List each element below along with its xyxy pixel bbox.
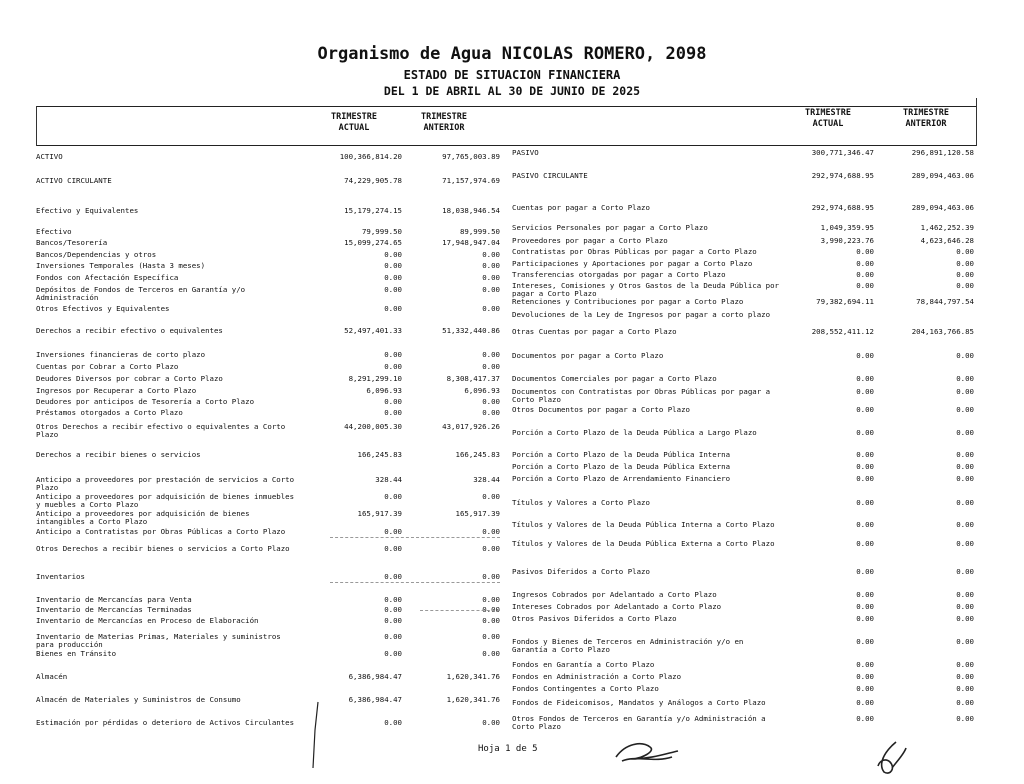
previous-quarter-value: 0.00	[482, 616, 500, 625]
previous-quarter-value: 1,462,252.39	[920, 223, 974, 232]
previous-quarter-value: 51,332,440.86	[442, 326, 500, 335]
previous-quarter-value: 0.00	[956, 405, 974, 414]
previous-quarter-value: 0.00	[956, 567, 974, 576]
previous-quarter-value: 0.00	[956, 590, 974, 599]
previous-quarter-value: 0.00	[482, 605, 500, 614]
current-quarter-value: 0.00	[856, 660, 874, 669]
row-label: Deudores por anticipos de Tesorería a Corto Plazo	[36, 397, 255, 406]
current-quarter-value: 208,552,411.12	[811, 327, 874, 336]
previous-quarter-value: 0.00	[956, 387, 974, 396]
report-period: DEL 1 DE ABRIL AL 30 DE JUNIO DE 2025	[383, 84, 641, 98]
scan-mark	[330, 537, 500, 539]
previous-quarter-value: 328.44	[473, 475, 500, 484]
row-label: Cuentas por pagar a Corto Plazo	[512, 203, 650, 212]
row-label: Fondos de Fideicomisos, Mandatos y Análogos a Corto Plazo	[512, 698, 766, 707]
row-label: Títulos y Valores a Corto Plazo	[512, 498, 650, 507]
previous-quarter-value: 0.00	[956, 450, 974, 459]
row-label: Inventario de Mercancías en Proceso de Elaboración	[36, 616, 259, 625]
previous-quarter-value: 0.00	[956, 714, 974, 723]
current-quarter-value: 328.44	[375, 475, 402, 484]
current-quarter-value: 0.00	[384, 408, 402, 417]
current-quarter-value: 0.00	[856, 428, 874, 437]
previous-quarter-value: 1,620,341.76	[446, 672, 500, 681]
scan-mark	[330, 582, 500, 584]
previous-quarter-value: 71,157,974.69	[442, 176, 500, 185]
row-label: Otros Derechos a recibir bienes o servicios a Corto Plazo	[36, 544, 290, 553]
row-label: ACTIVO CIRCULANTE	[36, 176, 112, 185]
header-right-border	[976, 98, 977, 146]
current-quarter-value: 15,099,274.65	[344, 238, 402, 247]
current-quarter-value: 0.00	[856, 602, 874, 611]
previous-quarter-value: 1,620,341.76	[446, 695, 500, 704]
row-label: Porción a Corto Plazo de la Deuda Pública Externa	[512, 462, 731, 471]
current-quarter-value: 0.00	[384, 616, 402, 625]
row-label: Documentos con Contratistas por Obras Públicas por pagar a Corto Plazo	[512, 387, 771, 405]
scan-mark	[420, 610, 500, 612]
current-quarter-value: 6,386,984.47	[348, 695, 402, 704]
current-quarter-value: 0.00	[384, 397, 402, 406]
previous-quarter-value: 0.00	[482, 350, 500, 359]
row-label: Fondos en Administración a Corto Plazo	[512, 672, 682, 681]
previous-quarter-value: 0.00	[482, 362, 500, 371]
table-top-rule	[36, 106, 976, 107]
current-quarter-value: 0.00	[384, 304, 402, 313]
row-label: Servicios Personales por pagar a Corto Plazo	[512, 223, 708, 232]
current-quarter-value: 166,245.83	[357, 450, 402, 459]
previous-quarter-value: 0.00	[956, 498, 974, 507]
current-quarter-value: 0.00	[384, 572, 402, 581]
handwritten-initials	[870, 738, 910, 778]
current-quarter-value: 0.00	[856, 259, 874, 268]
row-label: Otros Pasivos Diferidos a Corto Plazo	[512, 614, 677, 623]
row-label: Bancos/Tesorería	[36, 238, 108, 247]
current-quarter-value: 0.00	[384, 605, 402, 614]
previous-quarter-value: 0.00	[956, 698, 974, 707]
row-label: Fondos Contingentes a Corto Plazo	[512, 684, 659, 693]
previous-quarter-value: 289,094,463.06	[911, 171, 974, 180]
current-quarter-value: 0.00	[856, 539, 874, 548]
current-quarter-value: 100,366,814.20	[339, 152, 402, 161]
row-label: Cuentas por Cobrar a Corto Plazo	[36, 362, 179, 371]
previous-quarter-value: 0.00	[956, 602, 974, 611]
row-label: Inversiones financieras de corto plazo	[36, 350, 206, 359]
previous-quarter-value: 0.00	[482, 595, 500, 604]
report-statement-title: ESTADO DE SITUACION FINANCIERA	[403, 68, 621, 82]
previous-quarter-value: 0.00	[482, 572, 500, 581]
previous-quarter-value: 0.00	[956, 660, 974, 669]
previous-quarter-value: 165,917.39	[455, 509, 500, 518]
row-label: Anticipo a Contratistas por Obras Públicas a Corto Plazo	[36, 527, 286, 536]
previous-quarter-value: 0.00	[482, 397, 500, 406]
current-quarter-value: 0.00	[856, 672, 874, 681]
row-label: Ingresos Cobrados por Adelantado a Corto Plazo	[512, 590, 717, 599]
previous-quarter-value: 0.00	[482, 649, 500, 658]
row-label: Otros Efectivos y Equivalentes	[36, 304, 170, 313]
previous-quarter-value: 17,948,947.04	[442, 238, 500, 247]
row-label: Inventario de Mercancías para Venta	[36, 595, 192, 604]
row-label: Anticipo a proveedores por adquisición de bienes inmuebles y muebles a Corto Plazo	[36, 492, 295, 510]
previous-quarter-value: 296,891,120.58	[911, 148, 974, 157]
row-label: Porción a Corto Plazo de la Deuda Pública Interna	[512, 450, 731, 459]
current-quarter-value: 0.00	[856, 698, 874, 707]
row-label: Otros Fondos de Terceros en Garantía y/o Administración a Corto Plazo	[512, 714, 766, 732]
current-quarter-value: 1,049,359.95	[820, 223, 874, 232]
current-quarter-value: 292,974,688.95	[811, 171, 874, 180]
current-quarter-value: 0.00	[856, 714, 874, 723]
previous-quarter-value: 0.00	[956, 270, 974, 279]
current-quarter-value: 0.00	[856, 684, 874, 693]
previous-quarter-value: 0.00	[956, 374, 974, 383]
row-label: Títulos y Valores de la Deuda Pública Interna a Corto Plazo	[512, 520, 775, 529]
current-quarter-value: 8,291,299.10	[348, 374, 402, 383]
row-label: Efectivo	[36, 227, 72, 236]
row-label: Documentos Comerciales por pagar a Corto Plazo	[512, 374, 717, 383]
current-quarter-value: 79,999.50	[361, 227, 402, 236]
current-quarter-value: 44,200,005.30	[344, 422, 402, 431]
row-label: Inventario de Mercancías Terminadas	[36, 605, 192, 614]
previous-quarter-value: 78,844,797.54	[916, 297, 974, 306]
current-quarter-value: 0.00	[384, 718, 402, 727]
row-label: Proveedores por pagar a Corto Plazo	[512, 236, 668, 245]
current-quarter-value: 0.00	[384, 285, 402, 294]
current-quarter-value: 0.00	[384, 261, 402, 270]
row-label: Ingresos por Recuperar a Corto Plazo	[36, 386, 197, 395]
current-quarter-value: 0.00	[384, 250, 402, 259]
previous-quarter-value: 4,623,646.28	[920, 236, 974, 245]
current-quarter-value: 0.00	[856, 614, 874, 623]
previous-quarter-value: 0.00	[482, 285, 500, 294]
row-label: Depósitos de Fondos de Terceros en Garantía y/o Administración	[36, 285, 246, 303]
previous-quarter-value: 6,096.93	[464, 386, 500, 395]
row-label: Otros Derechos a recibir efectivo o equivalentes a Corto Plazo	[36, 422, 286, 440]
row-label: Otros Documentos por pagar a Corto Plazo	[512, 405, 690, 414]
right-current-column-header: TRIMESTRE ACTUAL	[804, 108, 852, 129]
pen-mark	[308, 700, 322, 770]
row-label: Transferencias otorgadas por pagar a Corto Plazo	[512, 270, 726, 279]
current-quarter-value: 0.00	[856, 637, 874, 646]
current-quarter-value: 0.00	[856, 498, 874, 507]
row-label: Anticipo a proveedores por prestación de servicios a Corto Plazo	[36, 475, 295, 493]
current-quarter-value: 0.00	[856, 247, 874, 256]
row-label: Documentos por pagar a Corto Plazo	[512, 351, 664, 360]
current-quarter-value: 0.00	[384, 350, 402, 359]
current-quarter-value: 0.00	[384, 362, 402, 371]
row-label: Estimación por pérdidas o deterioro de Activos Circulantes	[36, 718, 295, 727]
current-quarter-value: 0.00	[384, 492, 402, 501]
row-label: Préstamos otorgados a Corto Plazo	[36, 408, 183, 417]
previous-quarter-value: 0.00	[956, 428, 974, 437]
row-label: Almacén	[36, 672, 68, 681]
row-label: Porción a Corto Plazo de la Deuda Pública a Largo Plazo	[512, 428, 757, 437]
previous-quarter-value: 0.00	[482, 492, 500, 501]
previous-quarter-value: 0.00	[482, 408, 500, 417]
row-label: Inventarios	[36, 572, 85, 581]
previous-quarter-value: 0.00	[956, 351, 974, 360]
current-quarter-value: 292,974,688.95	[811, 203, 874, 212]
page-number: Hoja 1 de 5	[478, 744, 538, 754]
previous-quarter-value: 89,999.50	[459, 227, 500, 236]
current-quarter-value: 0.00	[856, 520, 874, 529]
left-previous-column-header: TRIMESTRE ANTERIOR	[420, 112, 468, 133]
previous-quarter-value: 0.00	[956, 539, 974, 548]
current-quarter-value: 0.00	[856, 387, 874, 396]
current-quarter-value: 3,990,223.76	[820, 236, 874, 245]
previous-quarter-value: 0.00	[956, 637, 974, 646]
previous-quarter-value: 0.00	[956, 474, 974, 483]
header-bottom-rule	[36, 145, 976, 146]
row-label: Derechos a recibir efectivo o equivalentes	[36, 326, 223, 335]
current-quarter-value: 300,771,346.47	[811, 148, 874, 157]
row-label: Intereses Cobrados por Adelantado a Corto Plazo	[512, 602, 722, 611]
row-label: Intereses, Comisiones y Otros Gastos de la Deuda Pública por pagar a Corto Plazo	[512, 281, 779, 299]
row-label: Inversiones Temporales (Hasta 3 meses)	[36, 261, 206, 270]
row-label: Deudores Diversos por cobrar a Corto Plazo	[36, 374, 223, 383]
current-quarter-value: 0.00	[856, 567, 874, 576]
row-label: Fondos con Afectación Específica	[36, 273, 179, 282]
current-quarter-value: 0.00	[856, 405, 874, 414]
report-organization-title: Organismo de Agua NICOLAS ROMERO, 2098	[317, 44, 707, 64]
current-quarter-value: 0.00	[856, 270, 874, 279]
previous-quarter-value: 0.00	[956, 614, 974, 623]
current-quarter-value: 0.00	[856, 450, 874, 459]
row-label: Otras Cuentas por pagar a Corto Plazo	[512, 327, 677, 336]
previous-quarter-value: 204,163,766.85	[911, 327, 974, 336]
current-quarter-value: 0.00	[384, 527, 402, 536]
previous-quarter-value: 0.00	[482, 261, 500, 270]
current-quarter-value: 0.00	[384, 273, 402, 282]
current-quarter-value: 6,386,984.47	[348, 672, 402, 681]
handwritten-signature	[612, 737, 682, 767]
current-quarter-value: 52,497,401.33	[344, 326, 402, 335]
row-label: Almacén de Materiales y Suministros de Consumo	[36, 695, 241, 704]
previous-quarter-value: 0.00	[956, 520, 974, 529]
row-label: Bancos/Dependencias y otros	[36, 250, 157, 259]
right-previous-column-header: TRIMESTRE ANTERIOR	[902, 108, 950, 129]
previous-quarter-value: 8,308,417.37	[446, 374, 500, 383]
row-label: Porción a Corto Plazo de Arrendamiento Financiero	[512, 474, 731, 483]
current-quarter-value: 0.00	[856, 474, 874, 483]
current-quarter-value: 0.00	[856, 374, 874, 383]
row-label: PASIVO	[512, 148, 539, 157]
current-quarter-value: 6,096.93	[366, 386, 402, 395]
current-quarter-value: 0.00	[384, 544, 402, 553]
current-quarter-value: 0.00	[856, 462, 874, 471]
row-label: Fondos en Garantía a Corto Plazo	[512, 660, 655, 669]
previous-quarter-value: 0.00	[482, 544, 500, 553]
previous-quarter-value: 0.00	[956, 462, 974, 471]
previous-quarter-value: 0.00	[956, 672, 974, 681]
current-quarter-value: 0.00	[384, 595, 402, 604]
previous-quarter-value: 0.00	[956, 259, 974, 268]
current-quarter-value: 74,229,905.78	[344, 176, 402, 185]
previous-quarter-value: 0.00	[956, 684, 974, 693]
row-label: Efectivo y Equivalentes	[36, 206, 139, 215]
previous-quarter-value: 43,017,926.26	[442, 422, 500, 431]
previous-quarter-value: 289,094,463.06	[911, 203, 974, 212]
row-label: Retenciones y Contribuciones por pagar a Corto Plazo	[512, 297, 744, 306]
row-label: Derechos a recibir bienes o servicios	[36, 450, 201, 459]
previous-quarter-value: 0.00	[482, 632, 500, 641]
previous-quarter-value: 0.00	[482, 718, 500, 727]
row-label: PASIVO CIRCULANTE	[512, 171, 588, 180]
current-quarter-value: 79,382,694.11	[816, 297, 874, 306]
header-left-border	[36, 106, 37, 146]
row-label: Inventario de Materias Primas, Materiales y suministros para producción	[36, 632, 281, 650]
previous-quarter-value: 97,765,003.89	[442, 152, 500, 161]
current-quarter-value: 0.00	[856, 351, 874, 360]
previous-quarter-value: 0.00	[956, 281, 974, 290]
current-quarter-value: 0.00	[384, 649, 402, 658]
row-label: Participaciones y Aportaciones por pagar a Corto Plazo	[512, 259, 753, 268]
previous-quarter-value: 0.00	[956, 247, 974, 256]
previous-quarter-value: 0.00	[482, 304, 500, 313]
row-label: Pasivos Diferidos a Corto Plazo	[512, 567, 650, 576]
current-quarter-value: 0.00	[856, 590, 874, 599]
row-label: Títulos y Valores de la Deuda Pública Externa a Corto Plazo	[512, 539, 775, 548]
row-label: Bienes en Tránsito	[36, 649, 117, 658]
current-quarter-value: 165,917.39	[357, 509, 402, 518]
previous-quarter-value: 0.00	[482, 273, 500, 282]
current-quarter-value: 0.00	[856, 281, 874, 290]
row-label: Devoluciones de la Ley de Ingresos por pagar a corto plazo	[512, 310, 771, 319]
previous-quarter-value: 166,245.83	[455, 450, 500, 459]
previous-quarter-value: 18,038,946.54	[442, 206, 500, 215]
current-quarter-value: 0.00	[384, 632, 402, 641]
row-label: Fondos y Bienes de Terceros en Administración y/o en Garantía a Corto Plazo	[512, 637, 744, 655]
current-quarter-value: 15,179,274.15	[344, 206, 402, 215]
previous-quarter-value: 0.00	[482, 527, 500, 536]
left-current-column-header: TRIMESTRE ACTUAL	[330, 112, 378, 133]
row-label: Anticipo a proveedores por adquisición de bienes intangibles a Corto Plazo	[36, 509, 250, 527]
row-label: ACTIVO	[36, 152, 63, 161]
row-label: Contratistas por Obras Públicas por pagar a Corto Plazo	[512, 247, 757, 256]
previous-quarter-value: 0.00	[482, 250, 500, 259]
